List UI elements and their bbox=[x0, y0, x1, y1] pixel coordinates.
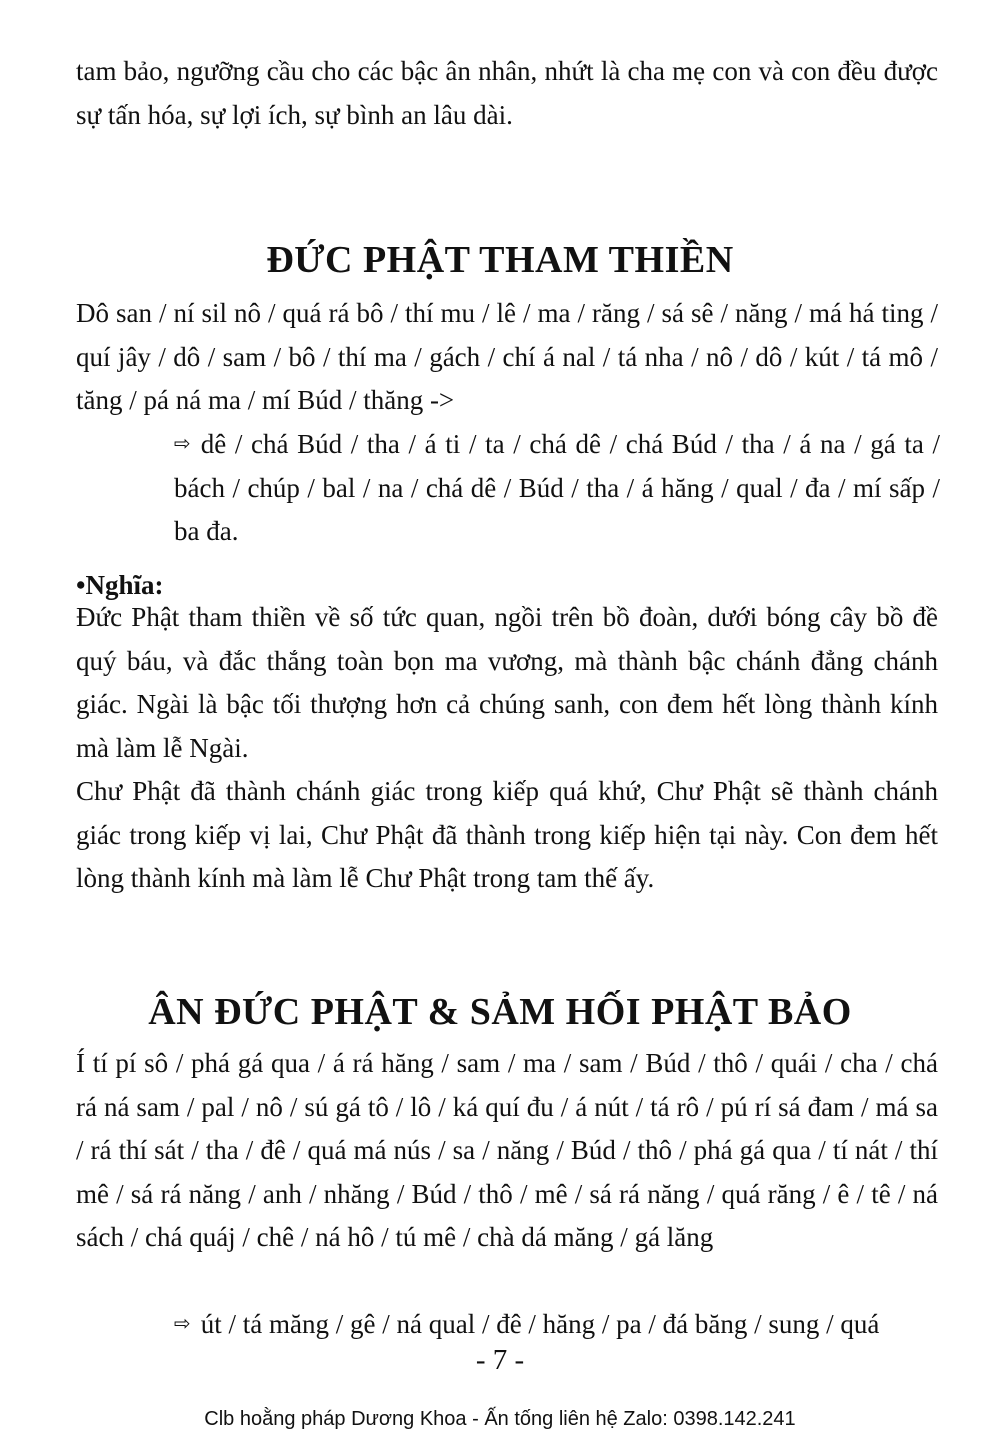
chant-continuation-meditation bbox=[174, 422, 940, 554]
section-title-meditation: ĐỨC PHẬT THAM THIỀN bbox=[266, 239, 734, 281]
chant-paragraph-virtues: Í tí pí sô / phá gá qua / á rá hăng / sam / ma / sam / Búd / thô / quái / cha / chá rá ná sam / pal / nô / sú gá tô / lô / ká quí đu / á nút / tá rô / pú rí sá đam / má sa / rá thí sát / tha / đê / quá má nús / sa / năng / Búd / thô / phá gá qua / tí nát / thí mê / sá rá năng / anh / nhăng / Búd / thô / mê / sá rá năng / quá răng / ê / tê / ná sách / chá quáj / chê / ná hô / tú mê / chà dá măng / gá lăng bbox=[76, 1048, 938, 1252]
chant-continuation-text: út / tá măng / gê / ná qual / đê / hăng / pa / đá băng / sung / quá bbox=[200, 1309, 880, 1339]
section-title-virtues: ÂN ĐỨC PHẬT & SẢM HỐI PHẬT BẢO bbox=[148, 991, 852, 1033]
chant-paragraph-meditation: Dô san / ní sil nô / quá rá bô / thí mu / lê / ma / răng / sá sê / năng / má há ting / quí jây / dô / sam / bô / thí ma / gách / chí á nal / tá nha / nô / dô / kút / tá mô / tăng / pá ná ma / mí Búd / thăng -> bbox=[76, 298, 938, 415]
chant-continuation-text: dê / chá Búd / tha / á ti / ta / chá dê / chá Búd / tha / á na / gá ta / bách / chúp / bal / na / chá dê / Búd / tha / á hăng / qual / đa / mí sấp / ba đa. bbox=[174, 429, 940, 546]
meaning-paragraph-1: Đức Phật tham thiền về số tức quan, ngồi trên bồ đoàn, dưới bóng cây bồ đề quý báu, và đắc thắng toàn bọn ma vương, mà thành bậc chánh đẳng chánh giác. Ngài là bậc tối thượng hơn cả chúng sanh, con đem hết lòng thành kính mà làm lễ Ngài. bbox=[76, 602, 938, 763]
arrow-right-icon: ⇨ bbox=[174, 431, 191, 455]
meaning-paragraph-2: Chư Phật đã thành chánh giác trong kiếp quá khứ, Chư Phật sẽ thành chánh giác trong kiếp vị lai, Chư Phật đã thành trong kiếp hiện tại này. Con đem hết lòng thành kính mà làm lễ Chư Phật trong tam thế ấy. bbox=[76, 776, 938, 893]
chant-continuation-virtues bbox=[174, 1302, 940, 1347]
intro-paragraph: tam bảo, ngưỡng cầu cho các bậc ân nhân, nhứt là cha mẹ con và con đều được sự tấn hóa, sự lợi ích, sự bình an lâu dài. bbox=[76, 56, 938, 130]
meaning-label: •Nghĩa: bbox=[76, 570, 164, 600]
footer-text: Clb hoằng pháp Dương Khoa - Ấn tống liên hệ Zalo: 0398.142.241 bbox=[204, 1408, 796, 1430]
page-number: - 7 - bbox=[475, 1344, 525, 1376]
arrow-right-icon: ⇨ bbox=[174, 1311, 191, 1335]
